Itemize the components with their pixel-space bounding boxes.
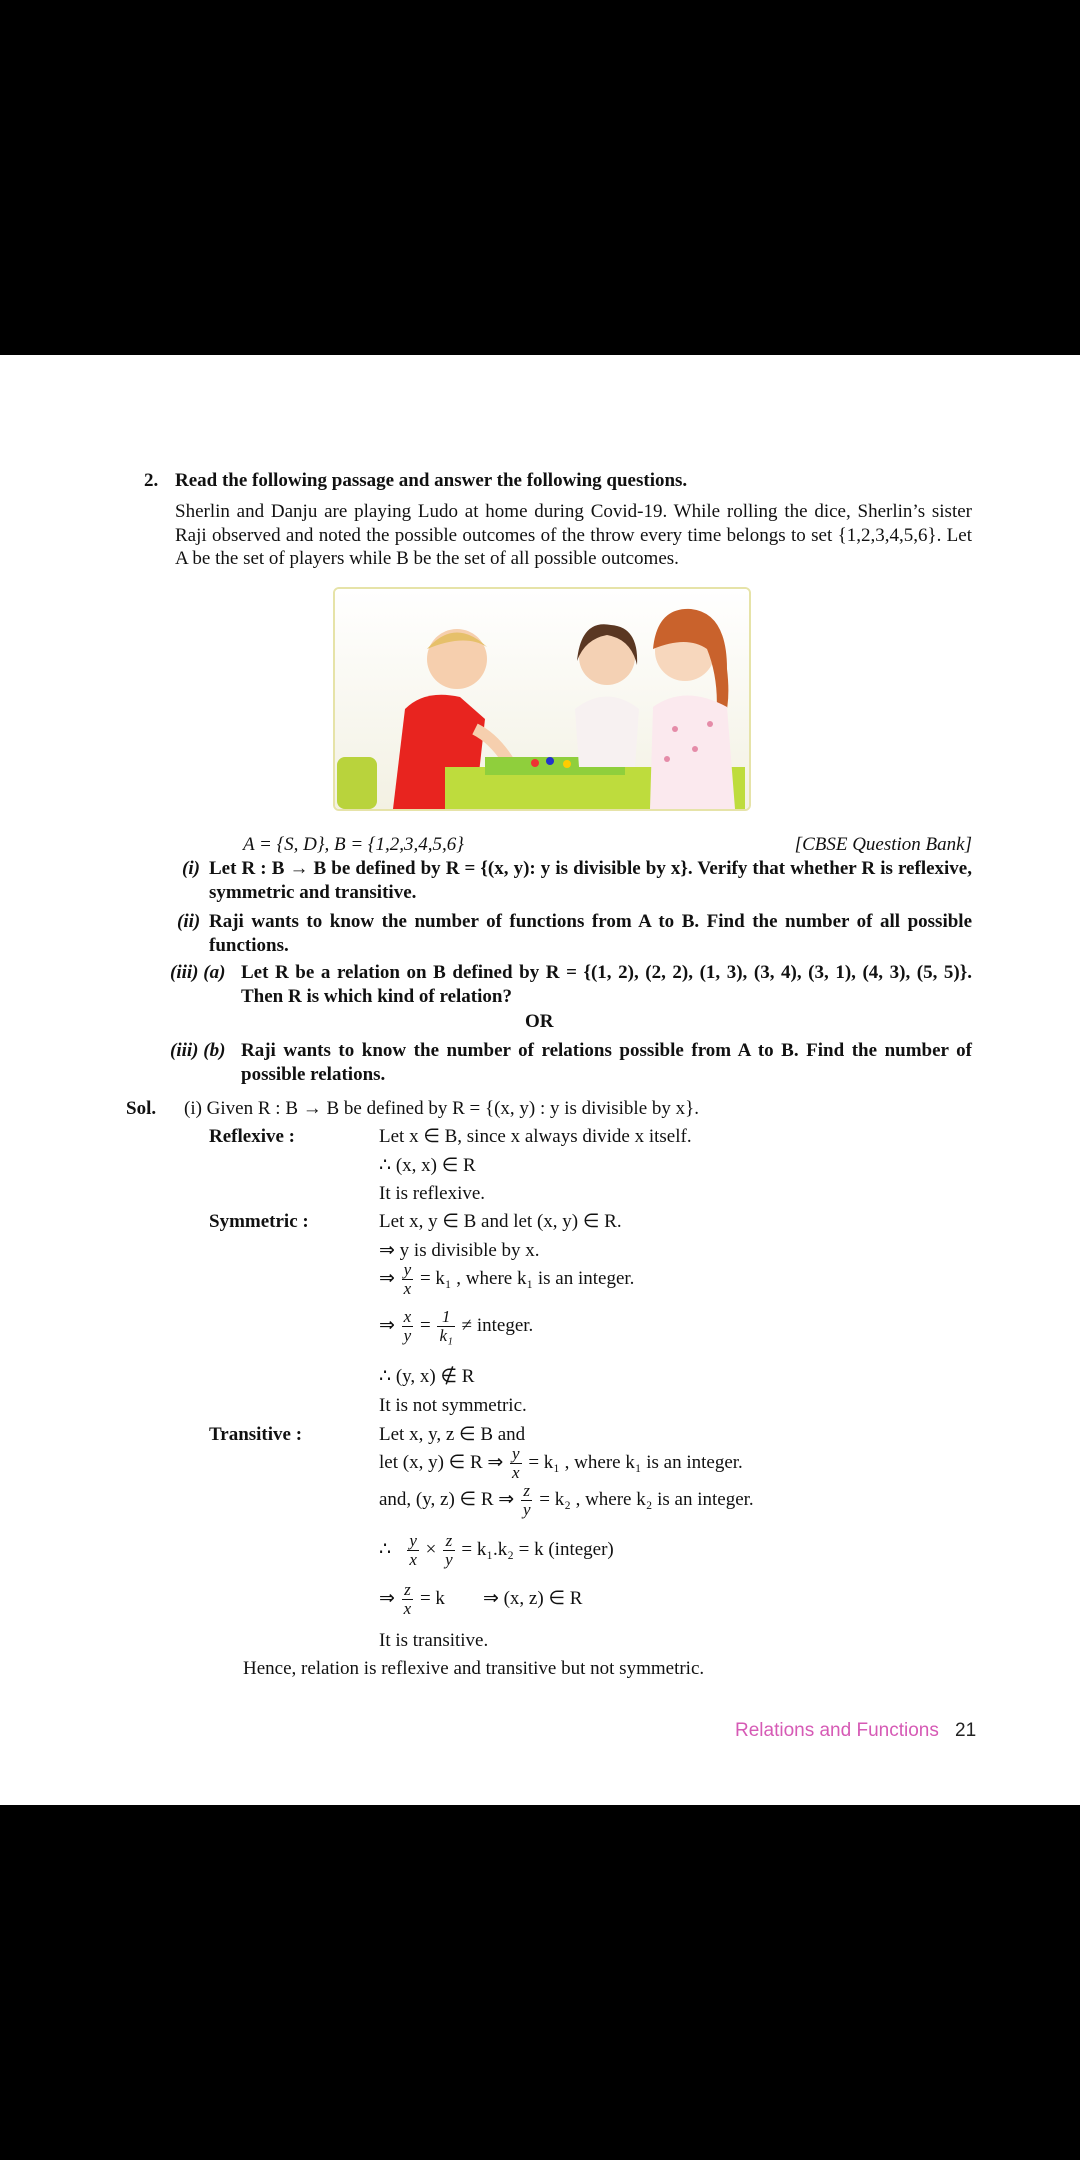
symmetric-line: ∴ (y, x) ∉ R (379, 1366, 475, 1387)
question-number: 2. (144, 470, 159, 491)
transitive-step: let (x, y) ∈ R ⇒ $\frac{y}{x}$ = k₁ , where k₁ is an integer. (379, 1444, 743, 1482)
transitive-step: ⇒ $\frac{z}{x}$ = k ⇒ (x, z) ∈ R (379, 1580, 583, 1618)
fraction-y-over-x: $\frac{y}{x}$ (409, 1531, 417, 1569)
source-tag: [CBSE Question Bank] (794, 834, 972, 855)
part-label: (i) (182, 858, 200, 879)
reflexive-heading: Reflexive : (209, 1126, 295, 1147)
reflexive-line: It is reflexive. (379, 1183, 486, 1204)
part-text: Raji wants to know the number of functions from A to B. Find the number of all possible functions. (209, 911, 972, 956)
part-label: (iii) (a) (170, 962, 226, 983)
textbook-page (0, 355, 1080, 1805)
children-playing-ludo-image (333, 587, 751, 811)
symmetric-line: Let x, y ∈ B and let (x, y) ∈ R. (379, 1211, 622, 1232)
transitive-step: and, (y, z) ∈ R ⇒ $\frac{z}{y}$ = k₂ , where k₂ is an integer. (379, 1481, 754, 1519)
transitive-step: ∴ $\frac{y}{x}$ × $\frac{z}{y}$ = k₁.k₂ = k (integer) (379, 1531, 614, 1569)
symmetric-step: ⇒ $\frac{x}{y}$ = $\frac{1}{\text{k₁}}$ ≠ integer. (379, 1307, 534, 1345)
reflexive-line: Let x ∈ B, since x always divide x itself. (379, 1126, 692, 1147)
part-text: Let R be a relation on B defined by R = {(1, 2), (2, 2), (1, 3), (3, 4), (3, 1), (4, 3), (5, 5)}. Then R is which kind of relation? (241, 962, 972, 1007)
part-label: (iii) (b) (170, 1040, 226, 1061)
symmetric-line: It is not symmetric. (379, 1395, 527, 1416)
symmetric-line: ⇒ y is divisible by x. (379, 1240, 540, 1261)
solution-label: Sol. (126, 1098, 157, 1119)
chapter-title: Relations and Functions (735, 1720, 939, 1741)
transitive-heading: Transitive : (209, 1424, 303, 1445)
symmetric-step: ⇒ $\frac{y}{x}$ = k₁ , where k₁ is an integer. (379, 1260, 635, 1298)
part-text: Let R : B → B be defined by R = {(x, y): y is divisible by x}. Verify that whether R is reflexive, symmetric and transitive. (209, 858, 972, 903)
fraction-z-over-y: $\frac{z}{y}$ (445, 1531, 453, 1569)
fraction-x-over-y: $\frac{x}{y}$ (403, 1307, 412, 1345)
question-heading: Read the following passage and answer the following questions. (175, 470, 688, 491)
or-separator: OR (525, 1011, 554, 1032)
fraction-1-over-k1: $\frac{1}{\text{k₁}}$ (439, 1307, 453, 1345)
sets-definition: A = {S, D}, B = {1,2,3,4,5,6} (243, 834, 464, 855)
symmetric-heading: Symmetric : (209, 1211, 309, 1232)
fraction-y-over-x: $\frac{y}{x}$ (512, 1444, 520, 1482)
passage: Sherlin and Danju are playing Ludo at home during Covid-19. While rolling the dice, Sherlin’s sister Raji observed and noted the possible outcomes of the throw every time belongs to set {1,2,3,4,5,6}. Let A be the set of players while B be the set of all possible outcomes. (175, 501, 972, 569)
fraction-z-over-x: $\frac{z}{x}$ (403, 1580, 412, 1618)
fraction-z-over-y: $\frac{z}{y}$ (522, 1481, 531, 1519)
transitive-line: Let x, y, z ∈ B and (379, 1424, 526, 1445)
part-text: Raji wants to know the number of relations possible from A to B. Find the number of possible relations. (241, 1040, 972, 1085)
solution-intro: (i) Given R : B → B be defined by R = {(x, y) : y is divisible by x}. (184, 1098, 699, 1119)
conclusion: Hence, relation is reflexive and transitive but not symmetric. (243, 1658, 705, 1679)
page-number: 21 (955, 1720, 977, 1741)
fraction-y-over-x: $\frac{y}{x}$ (403, 1260, 412, 1298)
reflexive-line: ∴ (x, x) ∈ R (379, 1155, 476, 1176)
transitive-line: It is transitive. (379, 1630, 489, 1651)
part-label: (ii) (177, 911, 201, 932)
